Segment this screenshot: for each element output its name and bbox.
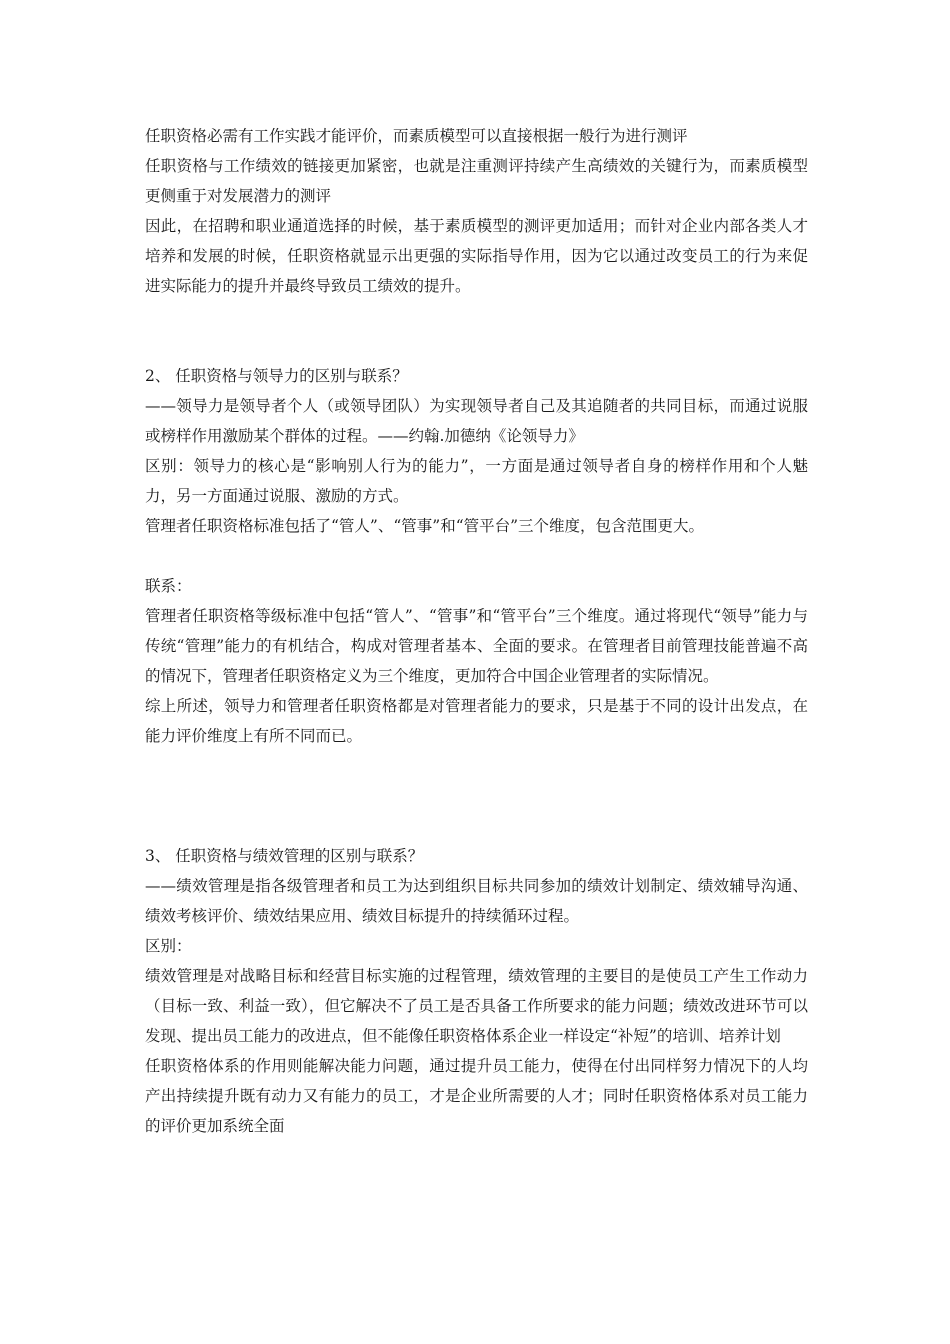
spacer — [145, 541, 808, 571]
spacer — [145, 811, 808, 841]
spacer — [145, 301, 808, 361]
label-lianxi: 联系： — [145, 577, 192, 595]
paragraph: 区别：领导力的核心是“影响别人行为的能力”，一方面是通过领导者自身的榜样作用和个人魅力，另一方面通过说服、激励的方式。 — [145, 457, 808, 505]
paragraph: 管理者任职资格标准包括了“管人”、“管事”和“管平台”三个维度，包含范围更大。 — [145, 517, 705, 535]
paragraph: 任职资格必需有工作实践才能评价，而素质模型可以直接根据一般行为进行测评 — [145, 127, 688, 145]
label-qubie: 区别： — [145, 937, 192, 955]
paragraph: 管理者任职资格等级标准中包括“管人”、“管事”和“管平台”三个维度。通过将现代“领导”能力与传统“管理”能力的有机结合，构成对管理者基本、全面的要求。在管理者目前管理技能普遍不高的情况下，管理者任职资格定义为三个维度，更加符合中国企业管理者的实际情况。 — [145, 607, 808, 685]
paragraph: 任职资格体系的作用则能解决能力问题，通过提升员工能力，使得在付出同样努力情况下的人均产出持续提升既有动力又有能力的员工，才是企业所需要的人才；同时任职资格体系对员工能力的评价更加系统全面 — [145, 1057, 808, 1135]
section-heading: 3、 任职资格与绩效管理的区别与联系？ — [145, 847, 424, 865]
paragraph: ——领导力是领导者个人（或领导团队）为实现领导者自己及其追随者的共同目标，而通过说服或榜样作用激励某个群体的过程。——约翰.加德纳《论领导力》 — [145, 397, 808, 445]
paragraph: 绩效管理是对战略目标和经营目标实施的过程管理，绩效管理的主要目的是使员工产生工作动力（目标一致、利益一致），但它解决不了员工是否具备工作所要求的能力问题；绩效改进环节可以发现、提出员工能力的改进点，但不能像任职资格体系企业一样设定“补短”的培训、培养计划 — [145, 967, 808, 1045]
document-page — [145, 121, 808, 1141]
paragraph: 综上所述，领导力和管理者任职资格都是对管理者能力的要求，只是基于不同的设计出发点，在能力评价维度上有所不同而已。 — [145, 697, 808, 745]
paragraph: 任职资格与工作绩效的链接更加紧密，也就是注重测评持续产生高绩效的关键行为，而素质模型更侧重于对发展潜力的测评 — [145, 157, 808, 205]
paragraph: ——绩效管理是指各级管理者和员工为达到组织目标共同参加的绩效计划制定、绩效辅导沟通、绩效考核评价、绩效结果应用、绩效目标提升的持续循环过程。 — [145, 877, 808, 925]
section-heading: 2、 任职资格与领导力的区别与联系？ — [145, 367, 408, 385]
paragraph: 因此，在招聘和职业通道选择的时候，基于素质模型的测评更加适用；而针对企业内部各类人才培养和发展的时候，任职资格就显示出更强的实际指导作用，因为它以通过改变员工的行为来促进实际能力的提升并最终导致员工绩效的提升。 — [145, 217, 808, 295]
spacer — [145, 751, 808, 811]
